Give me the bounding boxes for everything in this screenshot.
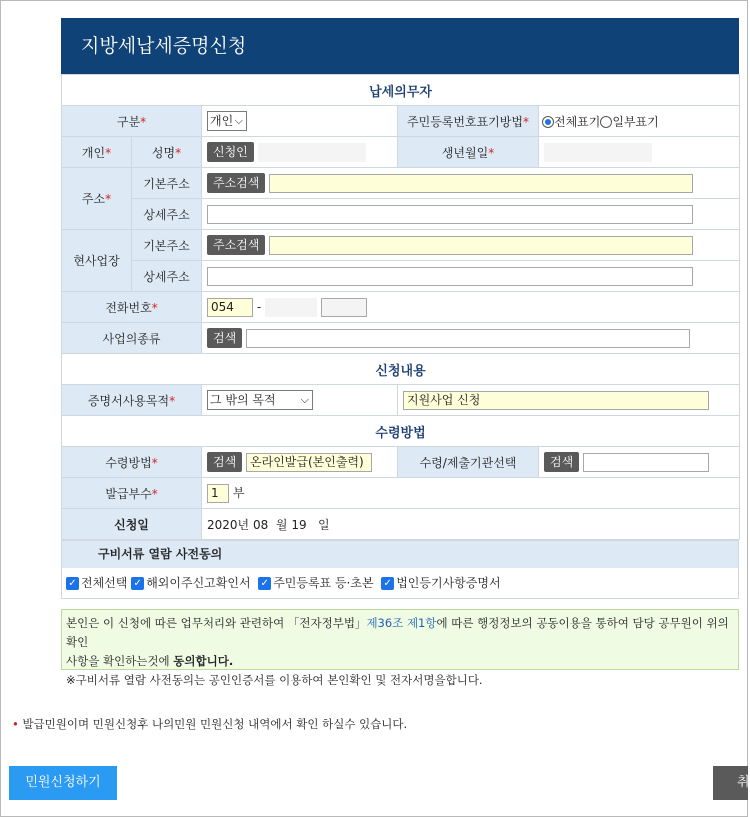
corporate-registry-label: 법인등기사항증명서 — [396, 576, 501, 590]
rrn-partial-radio[interactable] — [600, 116, 612, 128]
checkbox-emigration[interactable]: ✓ — [131, 577, 144, 590]
issuance-notice: • 발급민원이며 민원신청후 나의민원 민원신청 내역에서 확인 하실수 있습니다. — [12, 717, 408, 731]
method-search-button[interactable]: 검색 — [207, 452, 242, 472]
agreement-line-2: 사항을 확인하는것에 동의합니다. — [66, 654, 234, 668]
copies-label: 발급부수* — [62, 478, 202, 509]
basic-address-label: 기본주소 — [132, 168, 202, 199]
submit-button[interactable]: 민원신청하기 — [9, 766, 117, 800]
name-cell — [202, 137, 398, 168]
select-all-label: 전체선택 — [81, 576, 128, 590]
basic-address-input[interactable] — [269, 174, 693, 193]
law-article-link[interactable]: 제36조 제1항 — [366, 616, 437, 630]
section-request: 신청내용 — [62, 354, 740, 385]
type-label: 구분* — [62, 106, 202, 137]
name-field — [258, 143, 366, 162]
rrn-full-label: 전체표기 — [554, 114, 601, 129]
method-label: 수령방법* — [62, 447, 202, 478]
business-type-label: 사업의종류 — [62, 323, 202, 354]
copies-input[interactable]: 1 — [207, 484, 229, 503]
phone-last-input[interactable] — [321, 298, 367, 317]
workplace-basic-label: 기본주소 — [132, 230, 202, 261]
purpose-label: 증명서사용목적* — [62, 385, 202, 416]
checkbox-select-all[interactable]: ✓ — [66, 577, 79, 590]
applicant-button[interactable]: 신청인 — [207, 142, 254, 162]
cancel-button[interactable]: 취 — [713, 766, 748, 800]
workplace-label: 현사업장 — [62, 230, 132, 292]
personal-label: 개인* — [62, 137, 132, 168]
agreement-line-1: 본인은 이 신청에 따른 업무처리와 관련하여 「전자정부법」제36조 제1항에 따른 행정정보의 공동이용을 통하여 담당 공무원이 위의 확인 — [66, 616, 729, 649]
page-title: 지방세납세증명신청 — [61, 18, 739, 74]
rrn-options — [539, 106, 740, 137]
business-search-button[interactable]: 검색 — [207, 328, 242, 348]
workplace-detail-label: 상세주소 — [132, 261, 202, 292]
checkbox-resident-register[interactable]: ✓ — [258, 577, 271, 590]
detail-address-cell — [202, 199, 740, 230]
business-type-input[interactable] — [246, 329, 690, 348]
phone-prefix-input[interactable]: 054 — [207, 298, 253, 317]
workplace-detail-input[interactable] — [207, 267, 693, 286]
rrn-label: 주민등록번호표기방법* — [398, 106, 539, 137]
method-input[interactable]: 온라인발급(본인출력) — [246, 453, 372, 472]
method-cell — [202, 447, 398, 478]
consent-panel — [61, 540, 739, 599]
birth-label: 생년월일* — [398, 137, 539, 168]
type-select[interactable]: 개인 ⌵ — [207, 111, 247, 131]
date-day: 19 — [291, 517, 307, 532]
agency-label: 수령/제출기관선택 — [398, 447, 539, 478]
date-month: 08 — [252, 517, 269, 532]
address-search-button[interactable]: 주소검색 — [207, 173, 265, 193]
section-taxpayer: 납세의무자 — [62, 75, 740, 106]
birth-cell — [539, 137, 740, 168]
rrn-full-radio[interactable] — [542, 116, 554, 128]
agreement-box — [61, 609, 739, 687]
purpose-detail-cell — [398, 385, 740, 416]
agency-cell — [539, 447, 740, 478]
date-label: 신청일 — [62, 509, 202, 540]
date-cell — [202, 509, 740, 540]
name-label: 성명* — [132, 137, 202, 168]
agency-search-button[interactable]: 검색 — [544, 452, 579, 472]
checkbox-corporate-registry[interactable]: ✓ — [381, 577, 394, 590]
emigration-label: 해외이주신고확인서 — [146, 576, 251, 590]
address-label: 주소* — [62, 168, 132, 230]
workplace-basic-cell — [202, 230, 740, 261]
type-cell — [202, 106, 398, 137]
purpose-select[interactable]: 그 밖의 목적 ⌵ — [207, 390, 313, 410]
phone-cell — [202, 292, 740, 323]
rrn-partial-label: 일부표기 — [612, 114, 659, 129]
application-form — [61, 74, 740, 540]
copies-unit: 부 — [232, 485, 245, 500]
chevron-down-icon: ⌵ — [234, 114, 243, 127]
business-type-cell — [202, 323, 740, 354]
chevron-down-icon: ⌵ — [300, 393, 309, 406]
purpose-detail-input[interactable]: 지원사업 신청 — [403, 391, 709, 410]
birth-field — [544, 143, 652, 162]
purpose-select-cell — [202, 385, 398, 416]
basic-address-cell — [202, 168, 740, 199]
date-month-unit: 월 — [275, 517, 288, 532]
section-receive: 수령방법 — [62, 416, 740, 447]
resident-register-label: 주민등록표 등·초본 — [273, 576, 374, 590]
consent-heading: 구비서류 열람 사전동의 — [62, 541, 738, 568]
date-day-unit: 일 — [318, 517, 330, 532]
workplace-basic-input[interactable] — [269, 236, 693, 255]
detail-address-input[interactable] — [207, 205, 693, 224]
phone-middle-input[interactable] — [265, 298, 317, 317]
workplace-detail-cell — [202, 261, 740, 292]
date-year: 2020년 — [207, 517, 250, 532]
copies-cell — [202, 478, 740, 509]
workplace-search-button[interactable]: 주소검색 — [207, 235, 265, 255]
agreement-line-3: ※구비서류 열람 사전동의는 공인인증서를 이용하여 본인확인 및 전자서명을합니다. — [66, 673, 483, 687]
consent-options — [62, 568, 738, 599]
phone-separator: - — [256, 299, 262, 314]
phone-label: 전화번호* — [62, 292, 202, 323]
agency-input[interactable] — [583, 453, 709, 472]
detail-address-label: 상세주소 — [132, 199, 202, 230]
